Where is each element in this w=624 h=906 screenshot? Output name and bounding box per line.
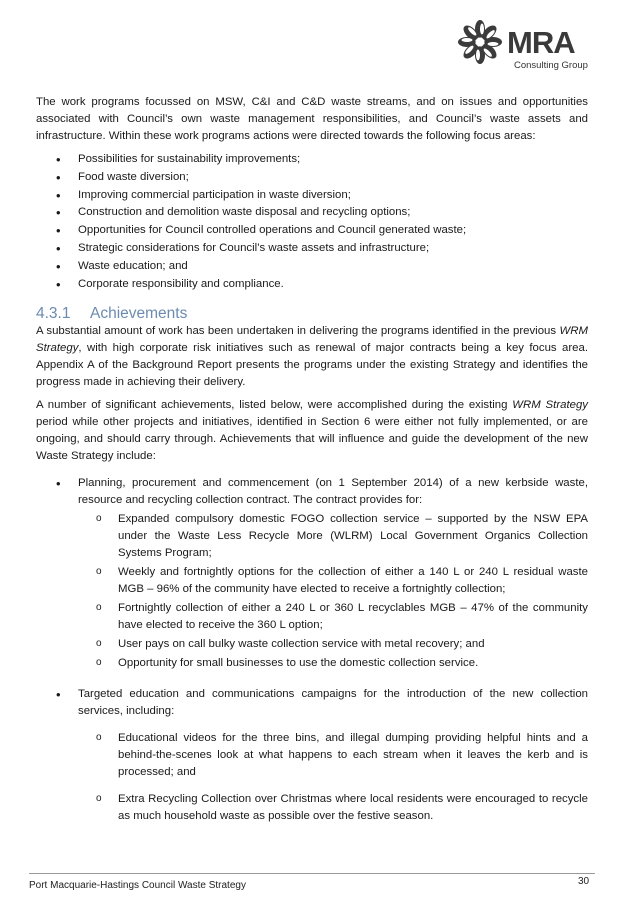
footer-divider: [29, 873, 595, 874]
sub-list-item: o Extra Recycling Collection over Christmas where local residents were encouraged to recycle as much household waste as possible over the festive season.: [78, 791, 588, 825]
sub-list-item: o Weekly and fortnightly options for the collection of either a 140 L or 240 L residual waste MGB – 96% of the community have elected to receive a fortnightly collection;: [78, 564, 588, 598]
sub-list: [78, 730, 588, 825]
list-item: • Waste education; and: [36, 258, 588, 276]
list-item: • Food waste diversion;: [36, 169, 588, 187]
text-run: , with high corporate risk initiatives such as renewal of major contracts being a key focus area. Appendix A of the Background Report presents the programs under the existing Strategy and identifies the progress made in achieving their delivery.: [36, 342, 588, 389]
logo-subtitle: Consulting Group: [514, 60, 588, 71]
achievement-text: • Planning, procurement and commencement (on 1 September 2014) of a new kerbside waste, resource and recycling collection contract. The contract provides for:: [78, 477, 588, 507]
section-heading: [36, 305, 588, 323]
sub-list-item: o User pays on call bulky waste collection service with metal recovery; and: [78, 636, 588, 653]
focus-areas-list: [36, 151, 588, 293]
text-run: A substantial amount of work has been undertaken in delivering the programs identified in the previous: [36, 325, 560, 338]
achievements-paragraph-2: [36, 397, 588, 465]
mra-flower-icon: [456, 18, 504, 66]
sub-list: [78, 511, 588, 672]
page-number: 30: [578, 876, 590, 887]
section-number: 4.3.1: [36, 305, 71, 323]
text-run: period while other projects and initiatives, identified in Section 6 were either not fully implemented, or are ongoing, and should carry through. Achievements that will influence and guide the development of the new Waste Strategy include:: [36, 416, 588, 463]
list-item: • Construction and demolition waste disposal and recycling options;: [36, 204, 588, 222]
list-item: • Improving commercial participation in waste diversion;: [36, 187, 588, 205]
list-item: • Corporate responsibility and compliance.: [36, 276, 588, 294]
achievements-paragraph-1: [36, 323, 588, 391]
list-item: [36, 686, 588, 825]
list-item: • Possibilities for sustainability improvements;: [36, 151, 588, 169]
intro-paragraph: The work programs focussed on MSW, C&I and C&D waste streams, and on issues and opportunities associated with Council’s own waste management responsibilities, and Council’s waste assets and infrastructure. Within these work programs actions were directed towards the following focus areas:: [36, 96, 588, 142]
list-item: • Strategic considerations for Council’s waste assets and infrastructure;: [36, 240, 588, 258]
sub-list-item: o Expanded compulsory domestic FOGO collection service – supported by the NSW EPA under the Waste Less Recycle More (WLRM) Local Government Organics Collection Systems Program;: [78, 511, 588, 562]
achievements-list: [36, 475, 588, 825]
sub-list-item: o Educational videos for the three bins, and illegal dumping providing helpful hints and a behind-the-scenes look at what happens to each stream when it leaves the kerb and is processed; and: [78, 730, 588, 781]
footer-title: Port Macquarie-Hastings Council Waste Strategy: [29, 880, 246, 891]
mra-logo: [456, 18, 592, 74]
sub-list-item: o Opportunity for small businesses to use the domestic collection service.: [78, 655, 588, 672]
logo-brand: MRA: [507, 25, 575, 60]
strategy-name: WRM Strategy: [36, 325, 588, 355]
strategy-name: WRM Strategy: [512, 399, 588, 412]
list-item: [36, 475, 588, 672]
text-run: A number of significant achievements, listed below, were accomplished during the existing: [36, 399, 513, 412]
achievement-text: • Targeted education and communications campaigns for the introduction of the new collection services, including:: [78, 688, 588, 718]
sub-list-item: o Fortnightly collection of either a 240 L or 360 L recyclables MGB – 47% of the community have elected to receive the 360 L option;: [78, 600, 588, 634]
list-item: • Opportunities for Council controlled operations and Council generated waste;: [36, 222, 588, 240]
section-title: Achievements: [90, 305, 188, 323]
page-content: [36, 94, 588, 825]
